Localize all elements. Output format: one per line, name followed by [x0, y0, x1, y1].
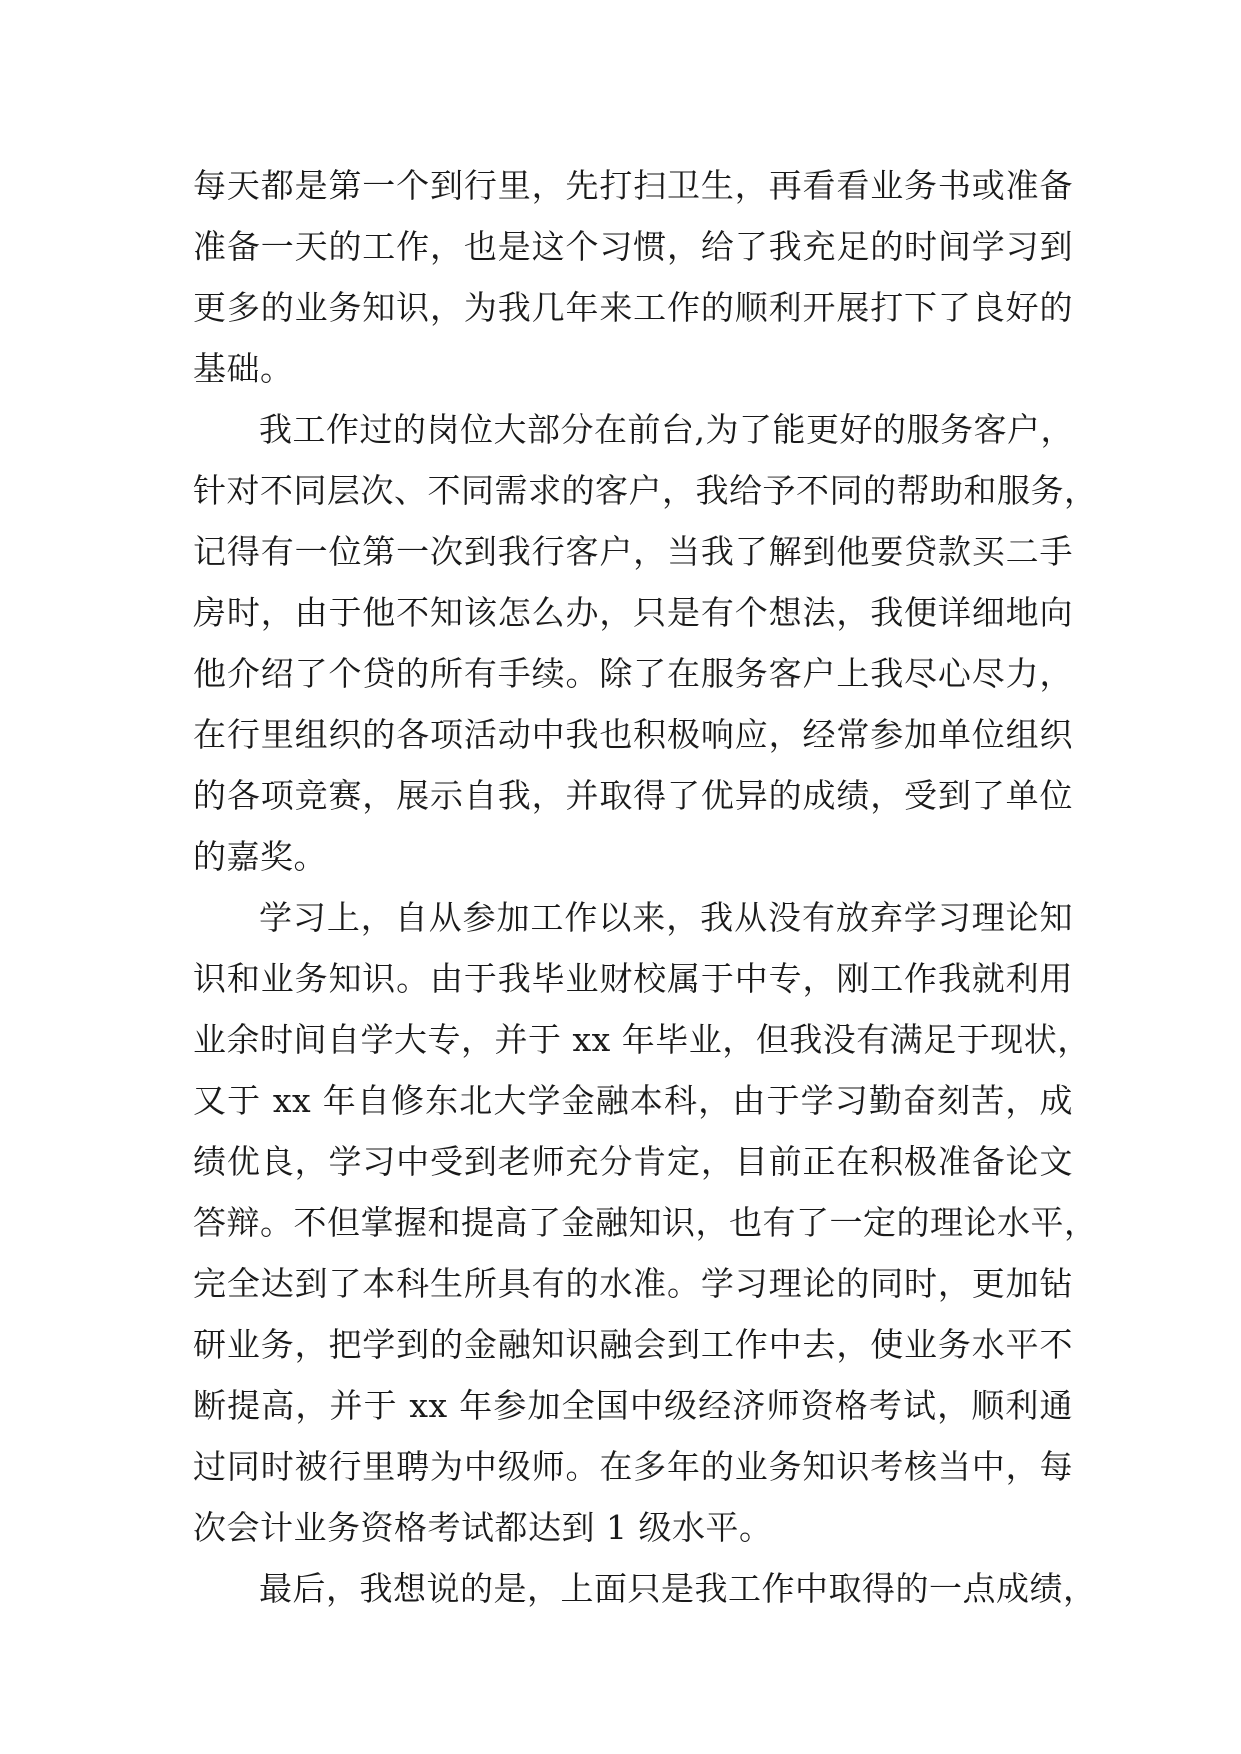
paragraph-start-line: 学习上，自从参加工作以来，我从没有放弃学习理论知 [259, 898, 1073, 937]
text-line: 在行里组织的各项活动中我也积极响应，经常参加单位组织 [193, 715, 1073, 754]
text-line: 过同时被行里聘为中级师。在多年的业务知识考核当中，每 [193, 1447, 1073, 1486]
text-line: 完全达到了本科生所具有的水准。学习理论的同时，更加钻 [193, 1264, 1073, 1303]
text-line: 准备一天的工作，也是这个习惯，给了我充足的时间学习到 [193, 227, 1073, 266]
text-line: 断提高，并于 xx 年参加全国中级经济师资格考试，顺利通 [193, 1386, 1073, 1425]
text-line: 又于 xx 年自修东北大学金融本科，由于学习勤奋刻苦，成 [193, 1081, 1073, 1120]
text-line: 答辩。不但掌握和提高了金融知识，也有了一定的理论水平， [193, 1203, 1098, 1242]
text-line: 更多的业务知识，为我几年来工作的顺利开展打下了良好的 [193, 288, 1073, 327]
text-line: 他介绍了个贷的所有手续。除了在服务客户上我尽心尽力， [193, 654, 1073, 693]
text-line: 针对不同层次、不同需求的客户，我给予不同的帮助和服务， [193, 471, 1098, 510]
text-line: 识和业务知识。由于我毕业财校属于中专，刚工作我就利用 [193, 959, 1073, 998]
text-line: 绩优良，学习中受到老师充分肯定，目前正在积极准备论文 [193, 1142, 1073, 1181]
text-line: 记得有一位第一次到我行客户，当我了解到他要贷款买二手 [193, 532, 1073, 571]
text-line: 的嘉奖。 [193, 837, 327, 876]
text-line: 房时，由于他不知该怎么办，只是有个想法，我便详细地向 [193, 593, 1073, 632]
text-line: 业余时间自学大专，并于 xx 年毕业，但我没有满足于现状， [193, 1020, 1091, 1059]
text-line: 每天都是第一个到行里，先打扫卫生，再看看业务书或准备 [193, 166, 1073, 205]
text-line: 研业务，把学到的金融知识融会到工作中去，使业务水平不 [193, 1325, 1073, 1364]
paragraph-start-line: 最后，我想说的是，上面只是我工作中取得的一点成绩， [259, 1569, 1097, 1608]
text-line: 的各项竞赛，展示自我，并取得了优异的成绩，受到了单位 [193, 776, 1073, 815]
body-text [193, 155, 1098, 1619]
text-line: 基础。 [193, 349, 294, 388]
paragraph-start-line: 我工作过的岗位大部分在前台,为了能更好的服务客户， [259, 410, 1074, 449]
text-line: 次会计业务资格考试都达到 1 级水平。 [193, 1508, 773, 1547]
